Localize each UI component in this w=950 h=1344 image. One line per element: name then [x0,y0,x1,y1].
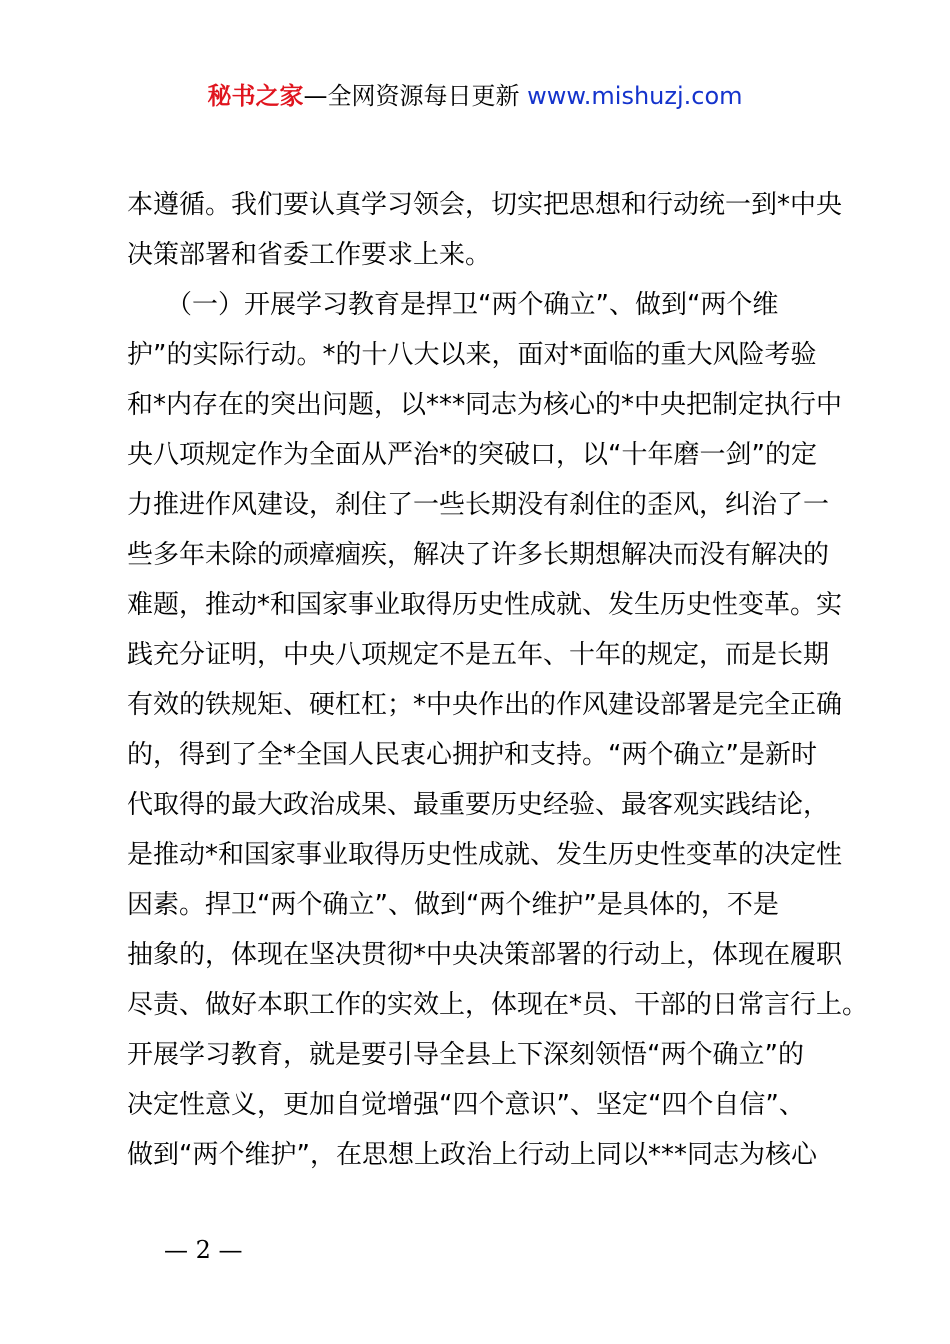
body-line: 护”的实际行动。*的十八大以来，面对*面临的重大风险考验 [127,340,817,370]
site-tagline: —全网资源每日更新 [303,82,528,110]
body-line: 的，得到了全*全国人民衷心拥护和支持。“两个确立”是新时 [127,740,817,770]
page-number: — 2 — [164,1236,243,1264]
site-brand: 秘书之家 [207,82,304,110]
body-line: 代取得的最大政治成果、最重要历史经验、最客观实践结论， [127,790,830,820]
body-line: 本遵循。我们要认真学习领会，切实把思想和行动统一到*中央 [127,190,843,220]
body-line: （一）开展学习教育是捍卫“两个确立”、做到“两个维 [127,290,779,320]
site-url[interactable]: www.mishuzj.com [527,82,743,110]
body-line: 因素。捍卫“两个确立”、做到“两个维护”是具体的，不是 [127,890,779,920]
document-body [127,180,869,1180]
body-line: 是推动*和国家事业取得历史性成就、发生历史性变革的决定性 [127,840,843,870]
body-line: 践充分证明，中央八项规定不是五年、十年的规定，而是长期 [127,640,830,670]
body-line: 开展学习教育，就是要引导全县上下深刻领悟“两个确立”的 [127,1040,804,1070]
body-line: 做到“两个维护”，在思想上政治上行动上同以***同志为核心 [127,1140,817,1170]
body-line: 尽责、做好本职工作的实效上，体现在*员、干部的日常言行上。 [127,990,869,1020]
body-line: 些多年未除的顽瘴痼疾，解决了许多长期想解决而没有解决的 [127,540,830,570]
body-line: 和*内存在的突出问题，以***同志为核心的*中央把制定执行中 [127,390,843,420]
body-line: 央八项规定作为全面从严治*的突破口，以“十年磨一剑”的定 [127,440,817,470]
body-line: 决定性意义，更加自觉增强“四个意识”、坚定“四个自信”、 [127,1090,805,1120]
body-line: 抽象的，体现在坚决贯彻*中央决策部署的行动上，体现在履职 [127,940,843,970]
body-line: 力推进作风建设，刹住了一些长期没有刹住的歪风，纠治了一 [127,490,830,520]
body-line: 有效的铁规矩、硬杠杠；*中央作出的作风建设部署是完全正确 [127,690,843,720]
site-header [0,80,950,112]
body-line: 难题，推动*和国家事业取得历史性成就、发生历史性变革。实 [127,590,843,620]
body-line: 决策部署和省委工作要求上来。 [127,240,492,270]
